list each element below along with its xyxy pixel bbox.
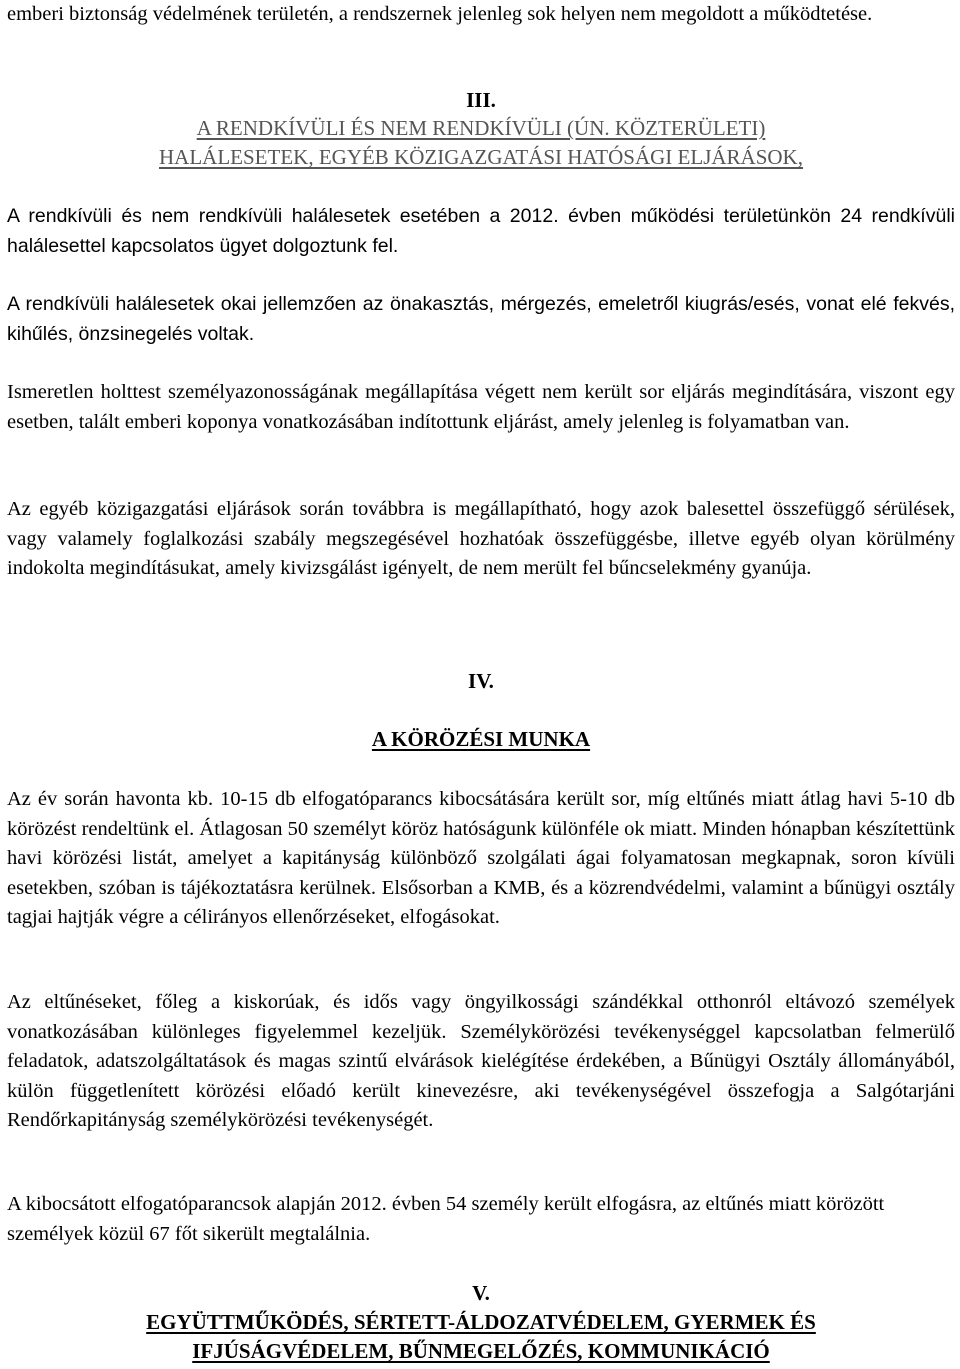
section-5-title-line-2: IFJÚSÁGVÉDELEM, BŰNMEGELŐZÉS, KOMMUNIKÁCIÓ <box>192 1339 770 1363</box>
section-4-title: A KÖRÖZÉSI MUNKA <box>371 727 591 751</box>
section-3-title-line-2: HALÁLESETEK, EGYÉB KÖZIGAZGATÁSI HATÓSÁGI ELJÁRÁSOK, <box>159 145 803 169</box>
section-3-paragraph-1: A rendkívüli és nem rendkívüli halálesetek esetében a 2012. évben működési területünkön 24 rendkívüli halálesettel kapcsolatos ügyet dolgoztunk fel. <box>7 205 955 257</box>
intro-paragraph-tail: emberi biztonság védelmének területén, a rendszernek jelenleg sok helyen nem megoldott a működtetése. <box>7 3 873 25</box>
section-3-paragraph-4: Az egyéb közigazgatási eljárások során továbbra is megállapítható, hogy azok balesettel összefüggő sérülések, vagy valamely foglalkozási szabály megszegésével hozhatóak összefüggésbe, illetve egyéb olyan körülmény indokolta megindításukat, amely kivizsgálást igényelt, de nem merült fel bűncselekmény gyanúja. <box>7 498 955 579</box>
section-5-number: V. <box>472 1281 490 1305</box>
section-4-paragraph-3: A kibocsátott elfogatóparancsok alapján 2012. évben 54 személy került elfogásra, az eltűnés miatt körözött személyek közül 67 főt sikerült megtalálnia. <box>7 1193 885 1245</box>
section-3-paragraph-3: Ismeretlen holttest személyazonosságának megállapítása végett nem került sor eljárás megindítására, viszont egy esetben, talált emberi koponya vonatkozásában indítottunk eljárást, amely jelenleg is folyamatban van. <box>7 381 955 433</box>
section-5-title-line-1: EGYÜTTMŰKÖDÉS, SÉRTETT-ÁLDOZATVÉDELEM, GYERMEK ÉS <box>146 1310 816 1334</box>
section-4-number: IV. <box>468 669 494 693</box>
section-3-title-line-1: A RENDKÍVÜLI ÉS NEM RENDKÍVÜLI (ÚN. KÖZTERÜLETI) <box>196 116 766 140</box>
section-3-number: III. <box>466 88 496 112</box>
section-4-paragraph-2: Az eltűnéseket, főleg a kiskorúak, és idős vagy öngyilkossági szándékkal otthonról eltávozó személyek vonatkozásában különleges figyelemmel kezeljük. Személykörözési tevékenységgel kapcsolatban felmerülő feladatok, adatszolgáltatások és magas szintű elvárások kielégítése érdekében, a Bűnügyi Osztály állományából, külön függetlenített körözési előadó került kinevezésre, aki tevékenységével összefogja a Salgótarjáni Rendőrkapitányság személykörözési tevékenységét. <box>7 991 955 1131</box>
section-3-paragraph-2: A rendkívüli halálesetek okai jellemzően az önakasztás, mérgezés, emeletről kiugrás/esés, vonat elé fekvés, kihűlés, önzsinegelés voltak. <box>7 293 955 345</box>
section-4-paragraph-1: Az év során havonta kb. 10-15 db elfogatóparancs kibocsátására került sor, míg eltűnés miatt átlag havi 5-10 db körözést rendeltünk el. Átlagosan 50 személyt köröz hatóságunk különféle ok miatt. Minden hónapban készítettünk havi körözési listát, amelyet a kapitányság különböző szolgálati ágai folyamatosan megkapnak, soron kívüli esetekben, szóban is tájékoztatásra kerülnek. Elsősorban a KMB, és a közrendvédelmi, valamint a bűnügyi osztály tagjai hajtják végre a célirányos ellenőrzéseket, elfogásokat. <box>7 788 955 928</box>
